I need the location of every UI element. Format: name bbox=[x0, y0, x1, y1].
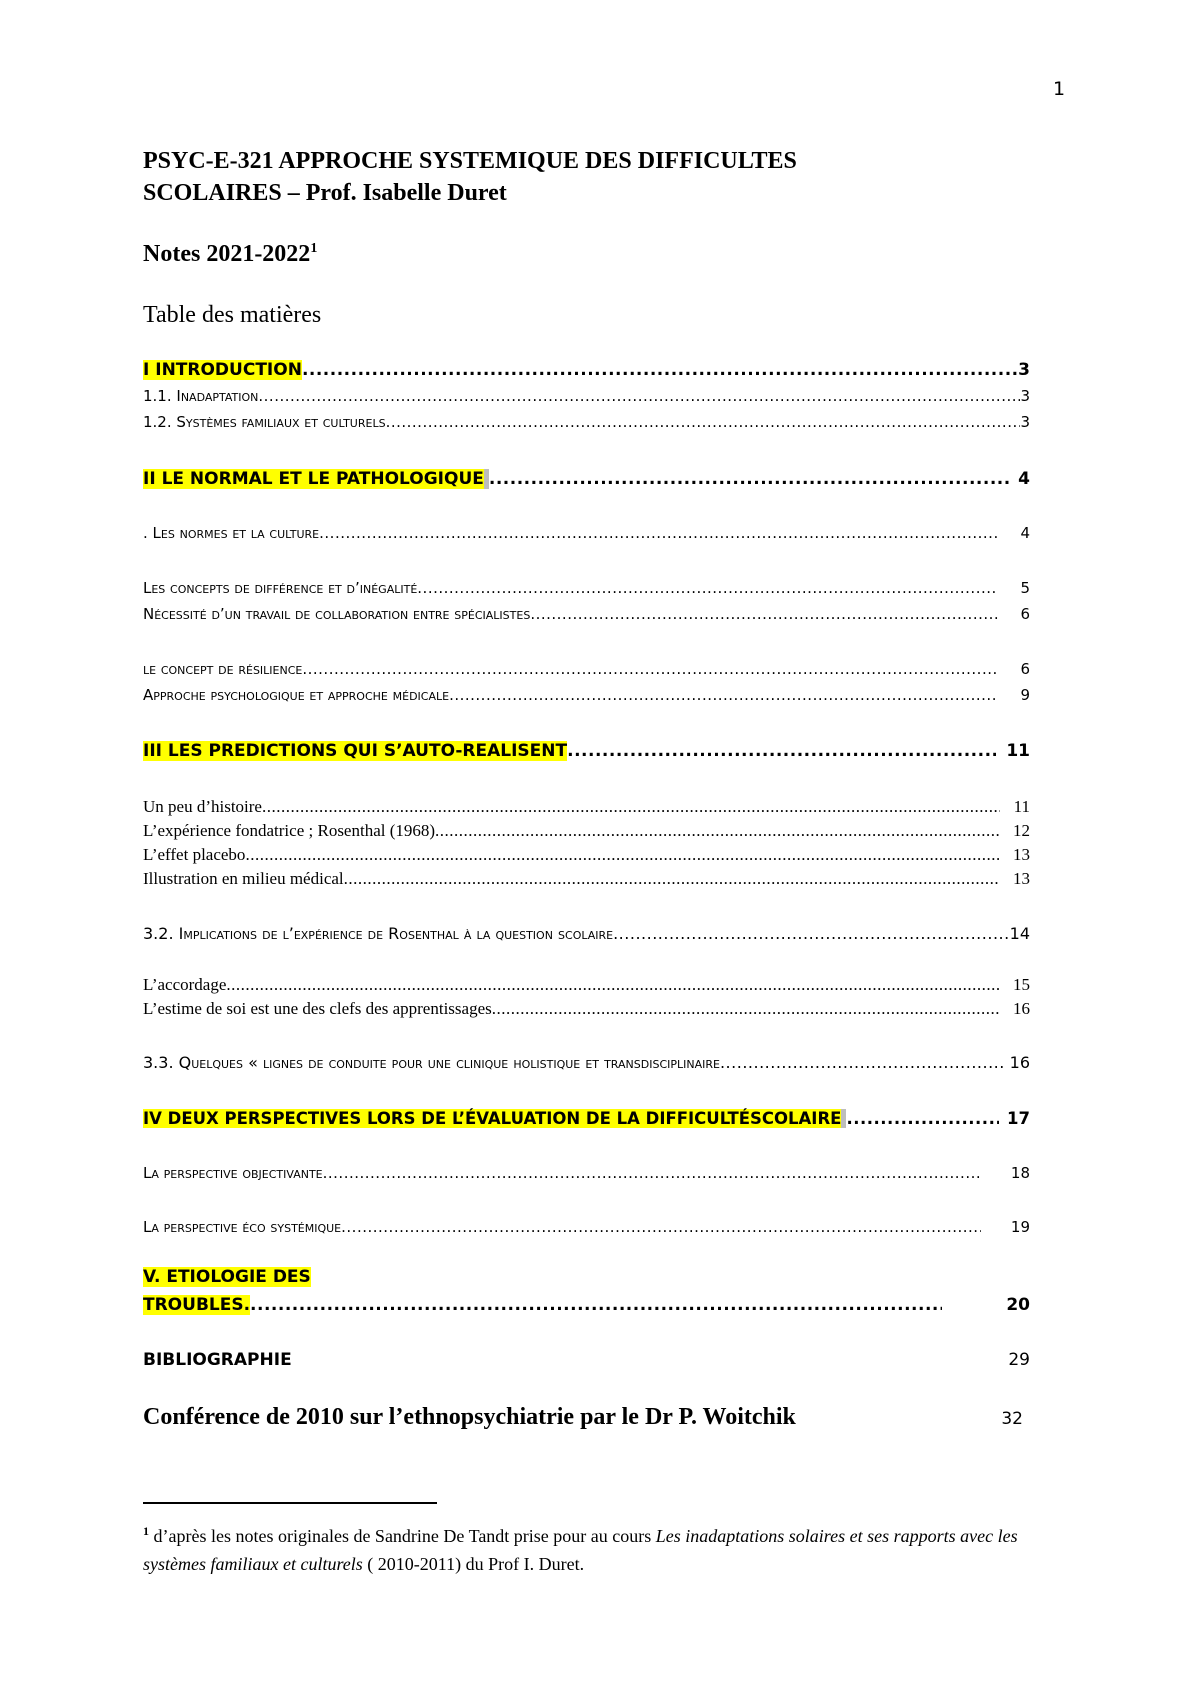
toc-entry-etiologie-line1[interactable] bbox=[143, 1267, 311, 1287]
toc-page: 12 bbox=[1013, 821, 1030, 840]
toc-page: 18 bbox=[1010, 1164, 1030, 1182]
toc-page: 4 bbox=[1018, 469, 1030, 489]
toc-heading: Table des matières bbox=[143, 302, 322, 328]
toc-entry-illustration[interactable] bbox=[143, 869, 1030, 889]
toc-leader bbox=[435, 821, 999, 841]
toc-page: 6 bbox=[1020, 605, 1030, 623]
toc-page: 15 bbox=[1013, 975, 1030, 994]
toc-leader bbox=[613, 924, 1010, 943]
toc-label: Approche psychologique et approche médicale bbox=[143, 686, 450, 704]
toc-entry-etiologie[interactable] bbox=[143, 1295, 1030, 1315]
toc-page: 9 bbox=[1020, 686, 1030, 704]
footnote-ref: 1 bbox=[143, 1524, 149, 1538]
toc-entry-bibliographie[interactable] bbox=[143, 1350, 1030, 1370]
toc-page: 19 bbox=[1010, 1218, 1030, 1236]
toc-page: 17 bbox=[1007, 1109, 1030, 1128]
toc-page: 4 bbox=[1020, 524, 1030, 542]
toc-label: L’effet placebo bbox=[143, 845, 246, 864]
toc-leader bbox=[489, 469, 1012, 489]
toc-leader bbox=[341, 1218, 981, 1236]
toc-label: IV DEUX PERSPECTIVES LORS DE L’ÉVALUATION DE LA DIFFICULTÉSCOLAIRE bbox=[143, 1109, 846, 1128]
page-number: 1 bbox=[1053, 78, 1066, 100]
toc-page: 5 bbox=[1020, 579, 1030, 597]
toc-leader bbox=[846, 1109, 999, 1128]
toc-label: TROUBLES. bbox=[143, 1295, 251, 1315]
toc-page: 11 bbox=[1013, 797, 1030, 816]
notes-label: Notes 2021-2022 bbox=[143, 241, 311, 267]
toc-leader bbox=[492, 999, 999, 1019]
toc-page: 13 bbox=[1013, 869, 1030, 888]
toc-page: 32 bbox=[1001, 1409, 1023, 1429]
toc-entry-histoire[interactable] bbox=[143, 797, 1030, 817]
toc-leader bbox=[262, 797, 1000, 817]
toc-entry-necessite[interactable] bbox=[143, 605, 1030, 623]
footnote bbox=[143, 1517, 1043, 1578]
toc-leader bbox=[449, 686, 998, 704]
toc-label: BIBLIOGRAPHIE bbox=[143, 1350, 292, 1370]
toc-leader bbox=[323, 1164, 981, 1182]
toc-page: 11 bbox=[1006, 741, 1030, 761]
toc-leader bbox=[245, 845, 999, 865]
toc-label: III LES PREDICTIONS QUI S’AUTO-REALISENT bbox=[143, 741, 568, 761]
toc-entry-ecosystemique[interactable] bbox=[143, 1218, 1030, 1236]
toc-entry-objectivante[interactable] bbox=[143, 1164, 1030, 1182]
toc-entry-resilience[interactable] bbox=[143, 660, 1030, 678]
footnote-text-after: ( 2010-2011) du Prof I. Duret. bbox=[362, 1554, 585, 1574]
toc-label: L’accordage bbox=[143, 975, 227, 994]
toc-page: 14 bbox=[1009, 924, 1030, 943]
toc-leader bbox=[258, 387, 1020, 405]
toc-page: 13 bbox=[1013, 845, 1030, 864]
toc-label: . Les normes et la culture bbox=[143, 524, 320, 542]
toc-label: L’estime de soi est une des clefs des apprentissages bbox=[143, 999, 492, 1018]
toc-entry-approche[interactable] bbox=[143, 686, 1030, 704]
toc-label: Nécessité d’un travail de collaboration entre spécialistes bbox=[143, 605, 531, 623]
toc-leader bbox=[720, 1053, 1004, 1072]
toc-leader bbox=[250, 1295, 942, 1315]
toc-leader bbox=[417, 579, 998, 597]
toc-leader bbox=[302, 660, 998, 678]
toc-entry-introduction[interactable] bbox=[143, 360, 1030, 380]
toc-entry-placebo[interactable] bbox=[143, 845, 1030, 865]
toc-label: V. ETIOLOGIE DES bbox=[143, 1267, 311, 1287]
toc-leader bbox=[302, 360, 1018, 380]
toc-entry-predictions[interactable] bbox=[143, 741, 1030, 761]
toc-page: 3 bbox=[1020, 413, 1030, 431]
toc-label: 3.3. Quelques « lignes de conduite pour une clinique holistique et transdisciplinaire bbox=[143, 1053, 720, 1072]
toc-page: 16 bbox=[1009, 1053, 1030, 1072]
toc-entry-accordage[interactable] bbox=[143, 975, 1030, 995]
notes-footnote-ref[interactable]: 1 bbox=[310, 241, 318, 256]
toc-leader bbox=[344, 869, 999, 889]
toc-label: II LE NORMAL ET LE PATHOLOGIQUE bbox=[143, 469, 489, 489]
toc-leader bbox=[386, 413, 1021, 431]
toc-page: 29 bbox=[1008, 1350, 1030, 1370]
toc-entry-normes[interactable] bbox=[143, 524, 1030, 542]
toc-label: L’expérience fondatrice ; Rosenthal (1968) bbox=[143, 821, 436, 840]
toc-label: I INTRODUCTION bbox=[143, 360, 302, 380]
toc-label: La perspective éco systémique bbox=[143, 1218, 342, 1236]
toc-label: La perspective objectivante bbox=[143, 1164, 323, 1182]
toc-entry-concepts[interactable] bbox=[143, 579, 1030, 597]
toc-page: 6 bbox=[1020, 660, 1030, 678]
toc-label: 3.2. Implications de l’expérience de Rosenthal à la question scolaire bbox=[143, 924, 614, 943]
toc-leader bbox=[530, 605, 998, 623]
toc-label: Un peu d’histoire bbox=[143, 797, 262, 816]
document-title-line2: SCOLAIRES – Prof. Isabelle Duret bbox=[143, 180, 507, 206]
toc-entry-inadaptation[interactable] bbox=[143, 387, 1030, 405]
toc-entry-lignes-conduite[interactable] bbox=[143, 1053, 1030, 1072]
toc-entry-conference[interactable] bbox=[143, 1404, 1023, 1431]
toc-leader bbox=[319, 524, 998, 542]
toc-label: Les concepts de différence et d’inégalité bbox=[143, 579, 418, 597]
toc-page: 16 bbox=[1013, 999, 1030, 1018]
document-title-line1: PSYC-E-321 APPROCHE SYSTEMIQUE DES DIFFICULTES bbox=[143, 148, 797, 174]
footnote-text-before: d’après les notes originales de Sandrine De Tandt prise pour au cours bbox=[149, 1526, 656, 1546]
toc-label: Illustration en milieu médical bbox=[143, 869, 344, 888]
toc-entry-implications[interactable] bbox=[143, 924, 1030, 943]
toc-leader bbox=[226, 975, 999, 995]
toc-label: le concept de résilience bbox=[143, 660, 303, 678]
notes-heading bbox=[143, 241, 317, 268]
footnote-italic-title: Les inadaptations solaires et ses rapports avec les systèmes familiaux et culturels bbox=[143, 1526, 1018, 1574]
toc-entry-experience[interactable] bbox=[143, 821, 1030, 841]
toc-entry-estime[interactable] bbox=[143, 999, 1030, 1019]
toc-page: 3 bbox=[1018, 360, 1030, 380]
toc-page: 3 bbox=[1020, 387, 1030, 405]
toc-entry-systemes[interactable] bbox=[143, 413, 1030, 431]
toc-label: 1.1. Inadaptation bbox=[143, 387, 259, 405]
toc-entry-deux-perspectives[interactable] bbox=[143, 1109, 1030, 1128]
toc-leader bbox=[567, 741, 996, 761]
toc-label: 1.2. Systèmes familiaux et culturels bbox=[143, 413, 386, 431]
toc-entry-normal-pathologique[interactable] bbox=[143, 469, 1030, 489]
toc-label: Conférence de 2010 sur l’ethnopsychiatrie par le Dr P. Woitchik bbox=[143, 1404, 796, 1430]
footnote-separator bbox=[143, 1502, 437, 1504]
toc-page: 20 bbox=[1006, 1295, 1030, 1315]
